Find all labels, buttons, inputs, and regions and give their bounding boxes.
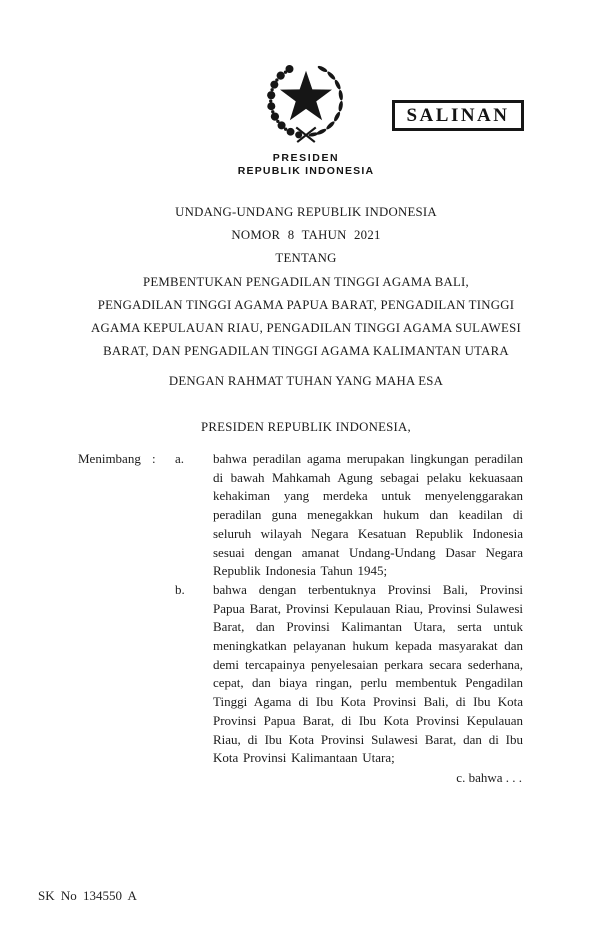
menimbang-label: Menimbang [78, 451, 141, 466]
letterhead-line-republik-indonesia: REPUBLIK INDONESIA [237, 165, 375, 177]
title-line-3-tentang: TENTANG [275, 251, 337, 266]
document-title-block [6, 201, 606, 363]
title-line-6: AGAMA KEPULAUAN RIAU, PENGADILAN TINGGI AGAMA SULAWESI [91, 321, 521, 336]
salinan-stamp [392, 100, 524, 131]
salinan-stamp-label: SALINAN [406, 104, 510, 126]
menimbang-item-b-marker: b. [175, 581, 185, 597]
title-line-4: PEMBENTUKAN PENGADILAN TINGGI AGAMA BALI, [142, 274, 470, 289]
menimbang-item-b-text: bahwa dengan terbentuknya Provinsi Bali, Provinsi Papua Barat, Provinsi Kepulauan Riau, Provinsi Sulawesi Barat, dan Provinsi Kalimantan Utara, serta untuk meningkatkan pelayanan hukum kepada masyarakat dan demi tercapainya penyelesaian perkara secara sederhana, cepat, dan biaya ringan, perlu membentuk Pengadilan Tinggi Agama di Ibu Kota Provinsi Bali, di Ibu Kota Provinsi Papua Barat, di Ibu Kota Provinsi Kepulauan Riau, di Ibu Kota Provinsi Sulawesi Barat, dan di Ibu Kota Provinsi Kalimantaan Utara; [213, 581, 523, 766]
menimbang-colon: : [152, 451, 156, 466]
footer-doc-code: SK No 134550 A [38, 888, 137, 903]
letterhead-line-presiden: PRESIDEN [272, 152, 340, 164]
menimbang-section [78, 450, 524, 788]
title-line-5: PENGADILAN TINGGI AGAMA PAPUA BARAT, PENGADILAN TINGGI [97, 297, 515, 312]
menimbang-items [175, 450, 524, 788]
preamble-line: PRESIDEN REPUBLIK INDONESIA, [201, 420, 411, 434]
title-line-1: UNDANG-UNDANG REPUBLIK INDONESIA [175, 205, 437, 219]
motto-line: DENGAN RAHMAT TUHAN YANG MAHA ESA [168, 374, 444, 388]
menimbang-item-b [175, 581, 524, 768]
menimbang-item-a [175, 450, 524, 581]
title-line-2-nomor: NOMOR 8 TAHUN 2021 [231, 228, 381, 243]
menimbang-item-a-marker: a. [175, 451, 185, 466]
letterhead [0, 152, 612, 178]
menimbang-item-a-text: bahwa peradilan agama merupakan lingkungan peradilan di bawah Mahkamah Agung sebagai pelaku kekuasaan kehakiman yang merdeka untuk menyelenggarakan peradilan guna menegakkan hukum dan keadilan di seluruh wilayah Negara Kesatuan Republik Indonesia sesuai dengan amanat Undang-Undang Dasar Negara Republik Indonesia Tahun 1945; [213, 451, 523, 579]
title-line-7: BARAT, DAN PENGADILAN TINGGI AGAMA KALIMANTAN UTARA [103, 344, 509, 359]
page-continuation-catchword: c. bahwa . . . [456, 769, 522, 785]
star-wreath-presidential-emblem-icon [263, 60, 349, 146]
